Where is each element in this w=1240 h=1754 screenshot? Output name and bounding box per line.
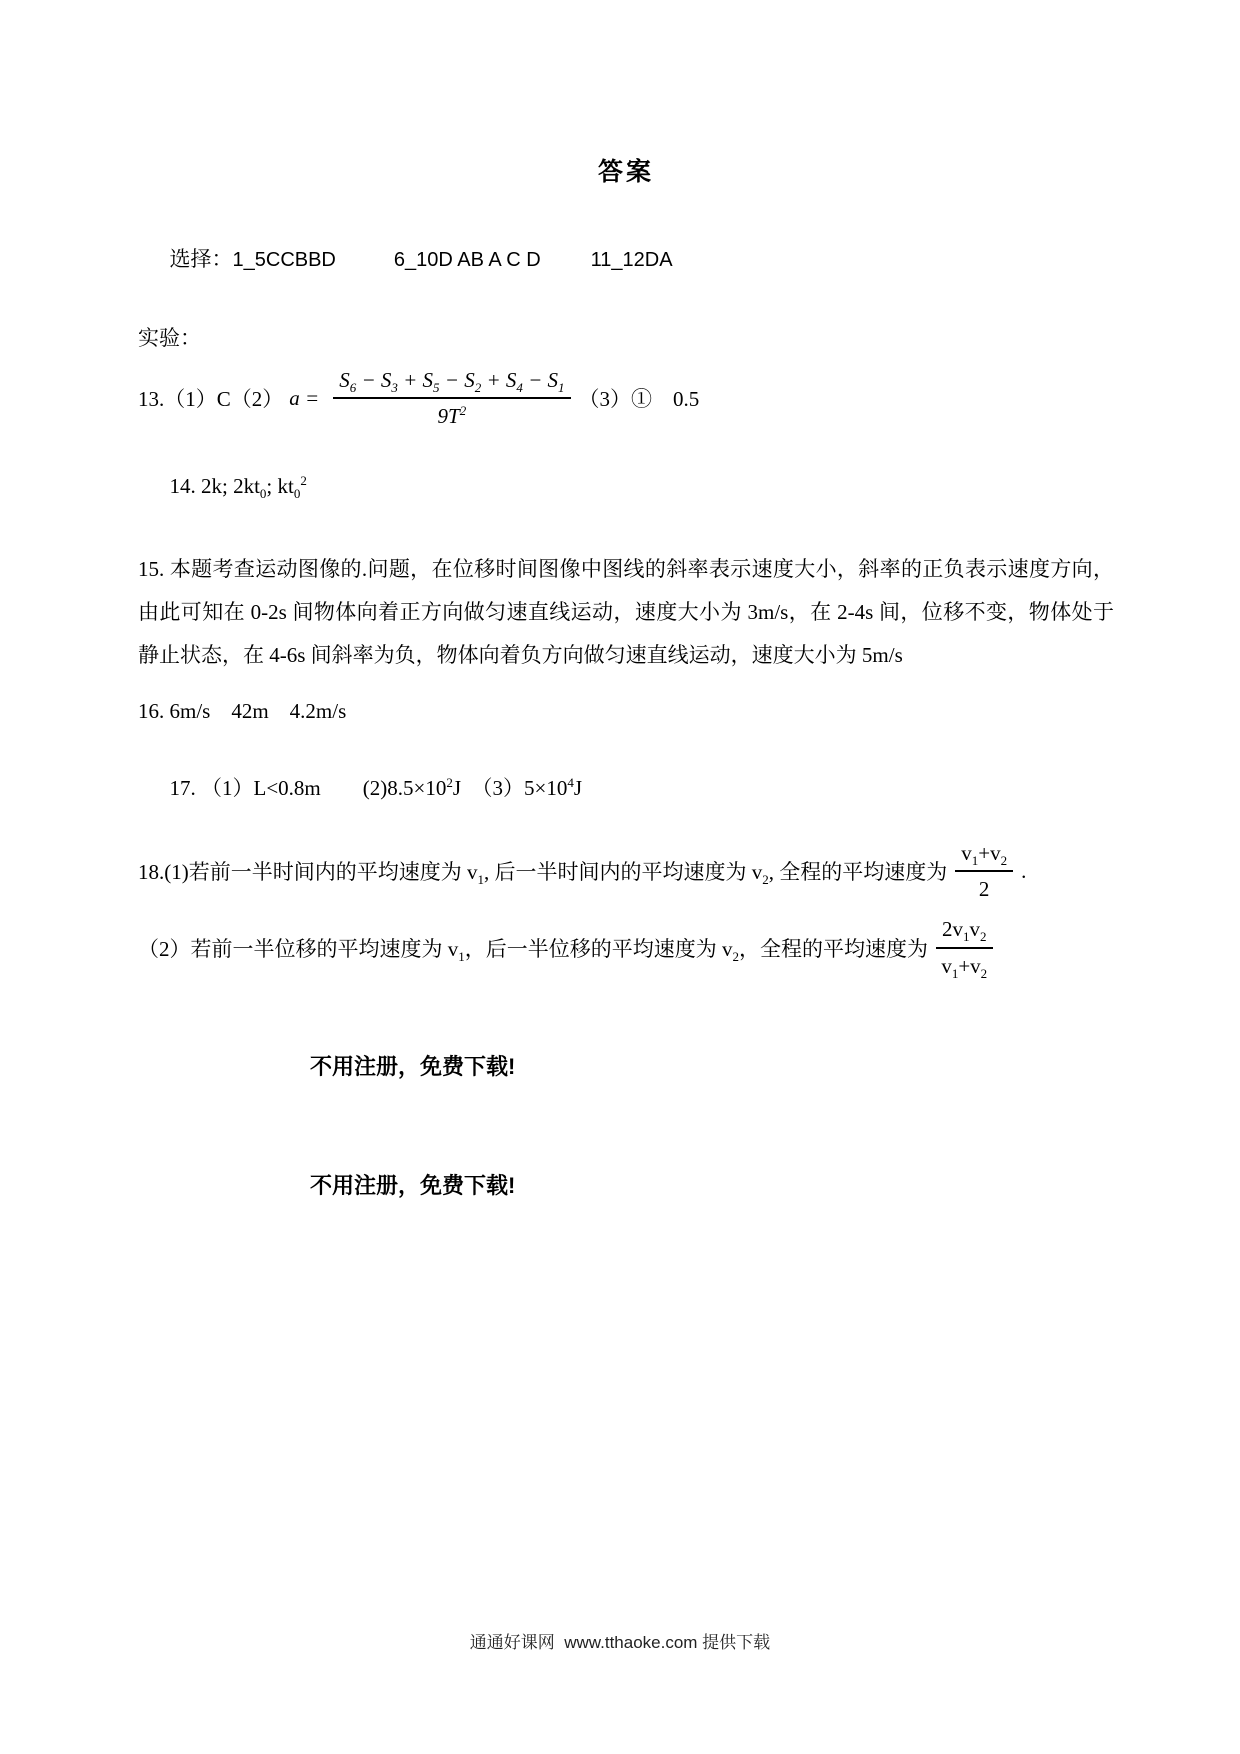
formula-term: v (941, 953, 952, 978)
formula-subscript: 1 (963, 929, 970, 945)
formula-term: 9T (437, 404, 460, 429)
q18-2-text (138, 933, 928, 963)
formula-term: v (970, 953, 981, 978)
formula-term: 2v (942, 917, 963, 942)
q18-2-segment: ，全程的平均速度为 (739, 936, 928, 961)
answer-14 (138, 449, 1114, 524)
q13-prefix: 13.（1）C（2） (138, 387, 284, 412)
v-subscript: 1 (458, 948, 465, 964)
q14-subscript: 0 (259, 485, 267, 501)
q18-1-segment: 18.(1)若前一半时间内的平均速度为 v (138, 860, 478, 885)
answer-15-paragraph: 15. 本题考查运动图像的.问题，在位移时间图像中图线的斜率表示速度大小，斜率的正负表示速度方向，由此可知在 0-2s 间物体向着正方向做匀速直线运动，速度大小为 3m/s，在 2-4s 间，位移不变，物体处于静止状态，在 4-6s 间斜率为负，物体向着负方向做匀速直线运动，速度大小为 5m/s (138, 556, 1114, 667)
q17-text: J (573, 775, 583, 800)
formula-term: S (464, 368, 475, 392)
q18-2-numerator (936, 915, 993, 948)
formula-operator: − (528, 368, 543, 392)
q18-2-fraction (936, 915, 993, 980)
answer-16: 16. 6m/s 42m 4.2m/s (138, 698, 347, 723)
choice-group-11-12: 11_12DA (590, 249, 673, 271)
formula-subscript: 2 (980, 965, 988, 981)
formula-subscript: 5 (433, 380, 440, 396)
v-subscript: 2 (732, 948, 739, 964)
q13-suffix: （3）① 0.5 (578, 387, 700, 412)
q14-text: ; kt (266, 473, 294, 498)
page-title: 答案 (597, 159, 654, 186)
formula-operator: + (403, 368, 418, 392)
formula-operator: + (486, 368, 501, 392)
formula-subscript: 6 (349, 380, 357, 396)
q13-denominator (333, 399, 570, 430)
v-subscript: 1 (477, 872, 484, 888)
promo-text-1: 不用注册，免费下载! (310, 1054, 516, 1080)
q14-text: 14. 2k; 2kt (169, 473, 260, 498)
formula-term: v (961, 840, 972, 865)
answer-17 (138, 747, 1114, 827)
q18-1-denominator: 2 (978, 877, 990, 902)
formula-term: v (990, 840, 1001, 865)
q17-superscript: 2 (446, 774, 453, 790)
q17-superscript: 4 (567, 774, 574, 790)
formula-term: S (547, 368, 559, 392)
q14-subscript: 0 (293, 485, 301, 501)
formula-term: S (339, 368, 350, 392)
q18-2-denominator (936, 949, 993, 980)
q18-1-tail: . (1021, 858, 1027, 883)
formula-subscript: 4 (516, 380, 523, 396)
answer-18-part2 (138, 915, 1114, 980)
formula-superscript: 2 (459, 403, 467, 419)
v-subscript: 2 (762, 872, 769, 888)
q13-lhs (289, 386, 319, 411)
q18-1-segment: , 全程的平均速度为 (768, 860, 948, 885)
q18-1-fraction (955, 839, 1013, 904)
choice-group-1-5: 1_5CCBBD (232, 249, 336, 271)
answer-18-part1 (138, 839, 1114, 904)
q18-2-segment: （2）若前一半位移的平均速度为 v (138, 936, 459, 961)
formula-term: S (505, 368, 517, 392)
equals-sign: = (305, 385, 320, 410)
formula-subscript: 2 (1000, 852, 1008, 868)
q18-2-segment: ，后一半位移的平均速度为 v (464, 936, 733, 961)
formula-subscript: 1 (971, 852, 979, 868)
q17-text: J （3）5×10 (452, 775, 568, 800)
q14-superscript: 2 (300, 472, 307, 488)
q18-1-segment: , 后一半时间内的平均速度为 v (484, 860, 763, 885)
formula-subscript: 3 (391, 380, 398, 396)
formula-operator: − (361, 368, 376, 392)
formula-operator: + (978, 840, 991, 865)
formula-subscript: 1 (558, 380, 565, 396)
q13-fraction (333, 366, 570, 431)
formula-term: S (380, 368, 392, 392)
formula-subscript: 2 (474, 380, 482, 396)
choice-answers-line (138, 218, 1114, 298)
choice-label: 选择： (169, 247, 233, 271)
q18-1-text (138, 856, 947, 886)
formula-term: v (969, 917, 980, 942)
experiment-label: 实验： (138, 326, 201, 350)
formula-operator: + (958, 953, 971, 978)
formula-subscript: 1 (951, 965, 959, 981)
footer-watermark: 通通好课网 www.tthaoke.com 提供下载 (469, 1633, 771, 1652)
formula-subscript: 2 (980, 929, 987, 945)
q18-1-numerator (955, 839, 1013, 872)
q17-text: 17. （1）L<0.8m (2)8.5×10 (169, 775, 447, 800)
q13-numerator (333, 366, 570, 399)
q13-var-a: a (289, 385, 300, 410)
answer-13 (138, 366, 1114, 431)
choice-group-6-10: 6_10D AB A C D (393, 249, 541, 271)
formula-operator: − (444, 368, 459, 392)
formula-term: S (422, 368, 434, 392)
promo-text-2: 不用注册，免费下载! (310, 1173, 516, 1199)
